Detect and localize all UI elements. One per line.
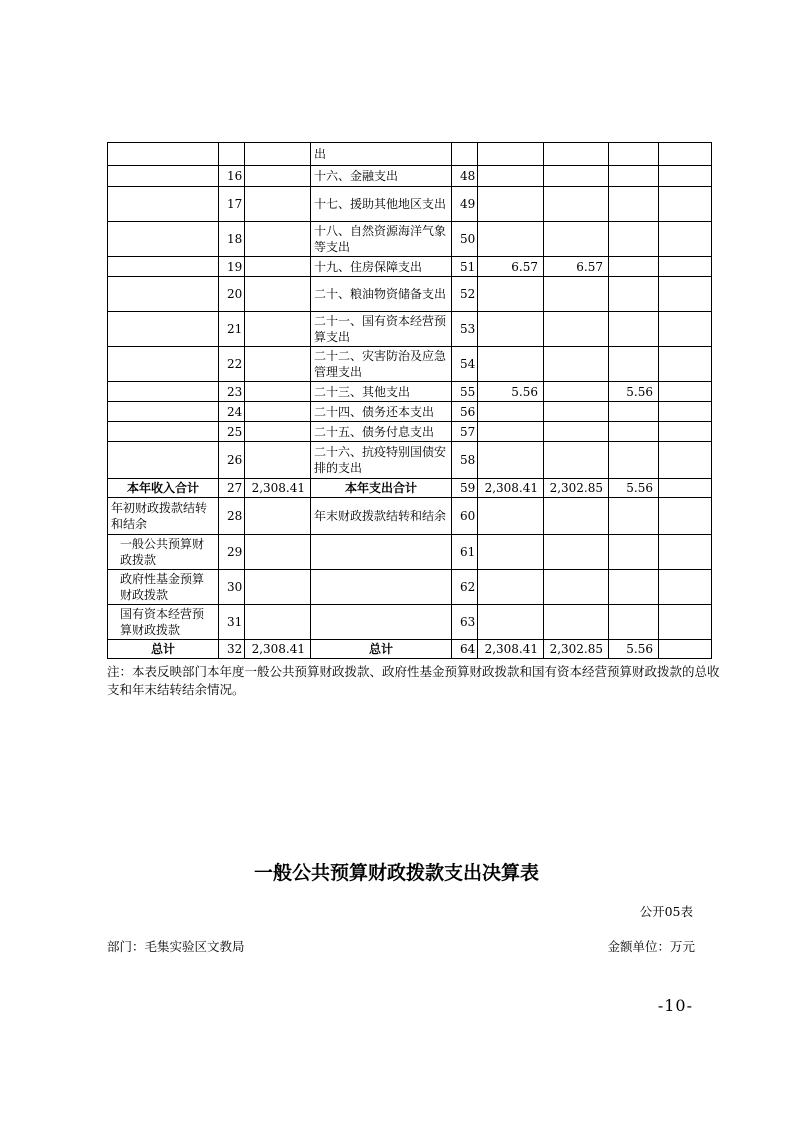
left-amount: 2,308.41	[245, 640, 311, 659]
total-amount	[478, 570, 544, 605]
right-label: 二十、粮油物资储备支出	[311, 277, 452, 312]
basic-amount	[544, 166, 609, 187]
basic-amount: 2,302.85	[544, 640, 609, 659]
table-row	[108, 312, 712, 347]
left-line-no: 26	[219, 442, 245, 479]
total-amount	[478, 442, 544, 479]
right-line-no: 50	[452, 222, 478, 257]
page-number: -10-	[657, 996, 693, 1015]
left-label: 总计	[108, 640, 219, 659]
right-label: 二十四、债务还本支出	[311, 402, 452, 422]
project-amount	[609, 605, 659, 640]
right-line-no: 53	[452, 312, 478, 347]
left-label: 国有资本经营预算财政拨款	[108, 605, 219, 640]
extra-cell	[659, 535, 712, 570]
left-amount	[245, 312, 311, 347]
left-line-no: 17	[219, 187, 245, 222]
total-amount	[478, 402, 544, 422]
left-label	[108, 257, 219, 277]
table-row	[108, 222, 712, 257]
left-line-no: 18	[219, 222, 245, 257]
left-line-no: 21	[219, 312, 245, 347]
extra-cell	[659, 312, 712, 347]
left-label	[108, 143, 219, 166]
right-label: 本年支出合计	[311, 479, 452, 498]
total-amount	[478, 187, 544, 222]
right-label: 二十六、抗疫特别国债安排的支出	[311, 442, 452, 479]
project-amount	[609, 442, 659, 479]
left-label: 一般公共预算财政拨款	[108, 535, 219, 570]
project-amount	[609, 187, 659, 222]
left-amount	[245, 187, 311, 222]
right-label: 出	[311, 143, 452, 166]
total-amount	[478, 422, 544, 442]
left-label	[108, 222, 219, 257]
basic-amount	[544, 312, 609, 347]
project-amount	[609, 312, 659, 347]
basic-amount	[544, 143, 609, 166]
right-label: 总计	[311, 640, 452, 659]
total-amount	[478, 166, 544, 187]
project-amount: 5.56	[609, 382, 659, 402]
right-label	[311, 605, 452, 640]
right-label: 十九、住房保障支出	[311, 257, 452, 277]
left-label	[108, 347, 219, 382]
total-amount: 2,308.41	[478, 640, 544, 659]
left-amount	[245, 605, 311, 640]
total-amount: 2,308.41	[478, 479, 544, 498]
table-row	[108, 570, 712, 605]
table-row	[108, 382, 712, 402]
left-amount	[245, 402, 311, 422]
left-label	[108, 312, 219, 347]
extra-cell	[659, 166, 712, 187]
right-line-no: 61	[452, 535, 478, 570]
right-line-no	[452, 143, 478, 166]
extra-cell	[659, 479, 712, 498]
left-amount	[245, 382, 311, 402]
table-row	[108, 257, 712, 277]
basic-amount	[544, 347, 609, 382]
project-amount	[609, 257, 659, 277]
table-row	[108, 442, 712, 479]
project-amount	[609, 570, 659, 605]
left-amount	[245, 277, 311, 312]
left-line-no: 25	[219, 422, 245, 442]
left-label	[108, 402, 219, 422]
basic-amount	[544, 570, 609, 605]
table-row	[108, 479, 712, 498]
project-amount	[609, 166, 659, 187]
left-line-no: 20	[219, 277, 245, 312]
project-amount	[609, 402, 659, 422]
left-label: 政府性基金预算财政拨款	[108, 570, 219, 605]
basic-amount: 2,302.85	[544, 479, 609, 498]
left-line-no: 19	[219, 257, 245, 277]
basic-amount	[544, 422, 609, 442]
right-line-no: 57	[452, 422, 478, 442]
right-line-no: 48	[452, 166, 478, 187]
table-row	[108, 422, 712, 442]
extra-cell	[659, 143, 712, 166]
table-row	[108, 277, 712, 312]
right-line-no: 52	[452, 277, 478, 312]
total-amount	[478, 312, 544, 347]
total-amount	[478, 277, 544, 312]
left-label	[108, 277, 219, 312]
total-amount	[478, 222, 544, 257]
right-label: 年末财政拨款结转和结余	[311, 498, 452, 535]
left-line-no: 31	[219, 605, 245, 640]
extra-cell	[659, 187, 712, 222]
right-label	[311, 570, 452, 605]
right-line-no: 64	[452, 640, 478, 659]
left-amount	[245, 535, 311, 570]
right-label: 十六、金融支出	[311, 166, 452, 187]
left-line-no: 24	[219, 402, 245, 422]
right-label: 二十三、其他支出	[311, 382, 452, 402]
project-amount: 5.56	[609, 479, 659, 498]
right-label: 二十一、国有资本经营预算支出	[311, 312, 452, 347]
basic-amount	[544, 402, 609, 422]
basic-amount	[544, 498, 609, 535]
project-amount	[609, 535, 659, 570]
right-label: 十八、自然资源海洋气象等支出	[311, 222, 452, 257]
left-line-no	[219, 143, 245, 166]
left-label: 本年收入合计	[108, 479, 219, 498]
extra-cell	[659, 570, 712, 605]
project-amount	[609, 277, 659, 312]
extra-cell	[659, 382, 712, 402]
project-amount	[609, 143, 659, 166]
project-amount	[609, 422, 659, 442]
left-amount	[245, 570, 311, 605]
left-line-no: 27	[219, 479, 245, 498]
extra-cell	[659, 402, 712, 422]
right-line-no: 60	[452, 498, 478, 535]
extra-cell	[659, 640, 712, 659]
right-line-no: 58	[452, 442, 478, 479]
left-amount	[245, 422, 311, 442]
extra-cell	[659, 422, 712, 442]
right-line-no: 49	[452, 187, 478, 222]
department-label: 部门：毛集实验区文教局	[107, 939, 245, 954]
left-line-no: 23	[219, 382, 245, 402]
amount-unit-label: 金额单位：万元	[607, 939, 695, 954]
basic-amount: 6.57	[544, 257, 609, 277]
extra-cell	[659, 442, 712, 479]
basic-amount	[544, 605, 609, 640]
table-row	[108, 143, 712, 166]
extra-cell	[659, 498, 712, 535]
table-code: 公开05表	[639, 904, 693, 919]
total-amount	[478, 347, 544, 382]
right-line-no: 56	[452, 402, 478, 422]
left-label	[108, 187, 219, 222]
left-amount	[245, 143, 311, 166]
right-line-no: 59	[452, 479, 478, 498]
left-line-no: 30	[219, 570, 245, 605]
left-label	[108, 442, 219, 479]
left-amount	[245, 347, 311, 382]
right-line-no: 63	[452, 605, 478, 640]
total-amount	[478, 535, 544, 570]
table-row	[108, 498, 712, 535]
left-amount: 2,308.41	[245, 479, 311, 498]
right-label: 二十二、灾害防治及应急管理支出	[311, 347, 452, 382]
right-line-no: 51	[452, 257, 478, 277]
right-line-no: 55	[452, 382, 478, 402]
right-line-no: 62	[452, 570, 478, 605]
basic-amount	[544, 535, 609, 570]
extra-cell	[659, 257, 712, 277]
table-row	[108, 640, 712, 659]
project-amount	[609, 498, 659, 535]
table-note: 注：本表反映部门本年度一般公共预算财政拨款、政府性基金预算财政拨款和国有资本经营预算财政拨款的总收支和年末结转结余情况。	[107, 664, 720, 697]
basic-amount	[544, 277, 609, 312]
extra-cell	[659, 347, 712, 382]
project-amount	[609, 347, 659, 382]
left-label	[108, 166, 219, 187]
left-amount	[245, 222, 311, 257]
table-row	[108, 187, 712, 222]
table-row	[108, 535, 712, 570]
left-label	[108, 422, 219, 442]
table-row	[108, 402, 712, 422]
section-title: 一般公共预算财政拨款支出决算表	[253, 862, 539, 884]
basic-amount	[544, 442, 609, 479]
left-label	[108, 382, 219, 402]
right-line-no: 54	[452, 347, 478, 382]
total-amount: 5.56	[478, 382, 544, 402]
right-label: 十七、援助其他地区支出	[311, 187, 452, 222]
left-amount	[245, 166, 311, 187]
project-amount: 5.56	[609, 640, 659, 659]
total-amount	[478, 498, 544, 535]
left-line-no: 16	[219, 166, 245, 187]
left-line-no: 22	[219, 347, 245, 382]
basic-amount	[544, 382, 609, 402]
total-amount	[478, 143, 544, 166]
basic-amount	[544, 222, 609, 257]
total-amount	[478, 605, 544, 640]
right-label: 二十五、债务付息支出	[311, 422, 452, 442]
basic-amount	[544, 187, 609, 222]
total-amount: 6.57	[478, 257, 544, 277]
left-amount	[245, 498, 311, 535]
right-label	[311, 535, 452, 570]
left-line-no: 29	[219, 535, 245, 570]
table-row	[108, 605, 712, 640]
left-line-no: 28	[219, 498, 245, 535]
extra-cell	[659, 277, 712, 312]
left-amount	[245, 442, 311, 479]
table-row	[108, 347, 712, 382]
left-line-no: 32	[219, 640, 245, 659]
project-amount	[609, 222, 659, 257]
table-row	[108, 166, 712, 187]
extra-cell	[659, 605, 712, 640]
left-label: 年初财政拨款结转和结余	[108, 498, 219, 535]
extra-cell	[659, 222, 712, 257]
budget-table	[107, 142, 712, 659]
table-body	[108, 143, 712, 659]
left-amount	[245, 257, 311, 277]
